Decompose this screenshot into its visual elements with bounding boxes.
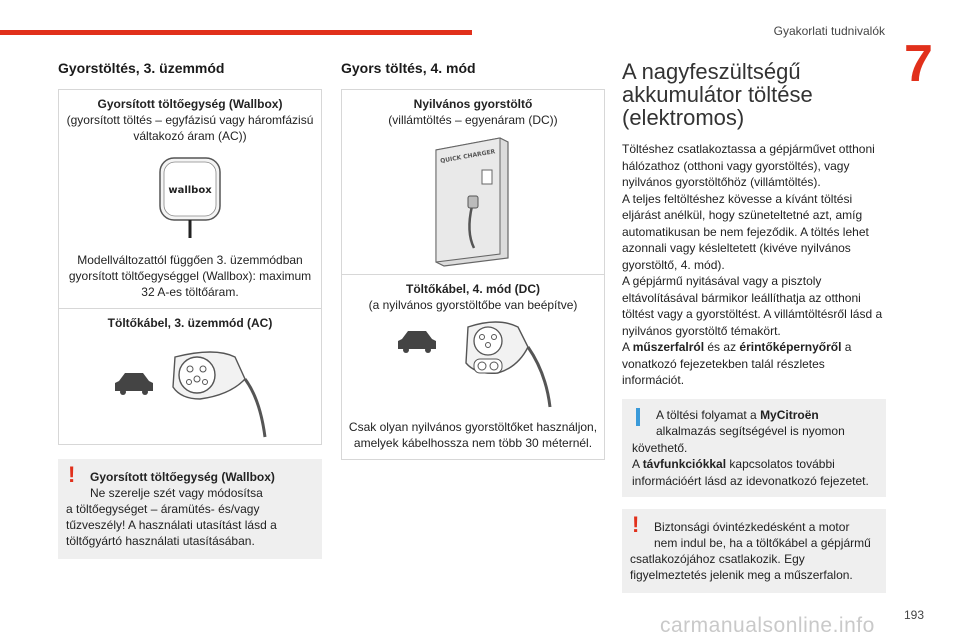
wallbox-subtitle: (gyorsított töltés – egyfázisú vagy háromfázisú váltakozó áram (AC)) <box>66 113 314 143</box>
paragraph-3: A gépjármű nyitásával vagy a pisztoly eltávolításával bármikor leállíthatja az otthoni töltést vagy a gyorstöltést. A villámtöltésről lásd a nyilvános gyorstöltő témakört. <box>622 274 883 338</box>
wallbox-illustration <box>65 154 315 242</box>
cable-mode4-box <box>341 275 605 460</box>
warning-title: Gyorsított töltőegység (Wallbox) <box>90 470 275 484</box>
warning-icon: ! <box>632 512 640 537</box>
header-red-bar <box>0 30 472 35</box>
wallbox-box <box>58 89 322 309</box>
cable-mode4-subtitle: (a nyilvános gyorstöltőbe van beépítve) <box>368 298 578 312</box>
safety-warning-line1: Biztonsági óvintézkedésként a motor <box>654 520 850 534</box>
paragraph-2: A teljes feltöltéshez kövesse a kívánt töltési eljárást anélkül, hogy szüneteltetné azt, amíg automatikusan be nem fejeződik. A töltés lehet azonnali vagy késleltetett (kivéve nyilvános gyorstöltő, 4. mód). <box>622 191 869 272</box>
info-line4-bold: távfunkciókkal <box>642 457 727 471</box>
cable-mode4-title: Töltőkábel, 4. mód (DC) <box>405 282 540 296</box>
type2-plug-icon <box>173 352 265 437</box>
car-icon <box>115 373 153 395</box>
safety-warning-line2: nem indul be, ha a töltőkábel a gépjármű <box>654 536 871 550</box>
paragraph-4-mid: és az <box>704 340 740 354</box>
cable-mode3-title: Töltőkábel, 3. üzemmód (AC) <box>107 316 273 330</box>
info-line4-post: kapcsolatos további információért lásd az idevonatkozó fejezetet. <box>632 457 869 488</box>
info-app-name: MyCitroën <box>760 407 819 422</box>
paragraph-4 <box>622 339 886 389</box>
charging-text <box>622 141 886 389</box>
info-box <box>622 399 886 498</box>
paragraph-4-post: a vonatkozó fejezetekben talál részletes információt. <box>622 340 852 387</box>
public-charger-box <box>341 89 605 275</box>
car-icon <box>398 331 436 353</box>
quick-charger-illustration <box>348 136 598 268</box>
title-line1: A nagyfeszültségű <box>622 59 801 84</box>
chapter-section-title <box>622 60 886 129</box>
wallbox-caption: Modellváltozattól függően 3. üzemmódban gyorsított töltőegységgel (Wallbox): maximum 32 A-es töltőáram. <box>68 253 312 299</box>
title-line2: akkumulátor töltése <box>622 82 813 107</box>
wallbox-logo-text: wallbox <box>168 185 212 196</box>
column-battery-charging <box>622 60 886 593</box>
info-line2: alkalmazás segítségével is nyomon <box>656 424 845 438</box>
watermark: carmanualsonline.info <box>660 614 875 637</box>
warning-rest: a töltőegységet – áramütés- és/vagy tűzveszély! A használati utasítást lásd a töltőgyártó használati utasításában. <box>66 502 277 548</box>
cable-mode4-illustration <box>348 317 598 409</box>
safety-warning-rest: csatlakozójához csatlakozik. Egy figyelmeztetés jelenik meg a műszerfalon. <box>630 552 853 582</box>
page-number: 193 <box>903 608 924 622</box>
paragraph-4-bold1: műszerfalról <box>632 340 705 354</box>
cable-mode3-illustration <box>65 339 315 439</box>
title-line3: (elektromos) <box>622 105 745 130</box>
warning-icon: ! <box>68 462 76 487</box>
cable-mode4-caption: Csak olyan nyilvános gyorstöltőket használjon, amelyek kábelhossza nem több 30 méternél. <box>348 420 598 450</box>
header-title: Gyakorlati tudnivalók <box>773 24 885 38</box>
paragraph-4-bold2: érintőképernyőről <box>739 340 842 354</box>
wallbox-warning <box>58 459 322 559</box>
public-charger-title: Nyilvános gyorstöltő <box>413 97 533 111</box>
public-charger-subtitle: (villámtöltés – egyenáram (DC)) <box>388 113 558 127</box>
wallbox-title: Gyorsított töltőegység (Wallbox) <box>97 97 283 111</box>
info-line4-pre: A <box>632 457 643 471</box>
safety-warning <box>622 509 886 593</box>
paragraph-4-pre: A <box>622 340 633 354</box>
section-heading-mode4: Gyors töltés, 4. mód <box>341 60 476 76</box>
chapter-number: 7 <box>904 35 933 93</box>
info-icon <box>636 408 640 426</box>
info-line3: követhető. <box>632 440 688 455</box>
paragraph-1: Töltéshez csatlakoztassa a gépjárművet otthoni hálózathoz (otthoni vagy gyorstöltés), vagy nyilvános gyorstöltőhöz (villámtöltés). <box>622 142 875 189</box>
cable-mode3-box <box>58 309 322 445</box>
warning-line1: Ne szerelje szét vagy módosítsa <box>90 486 263 500</box>
column-mode3 <box>58 60 322 559</box>
column-mode4 <box>341 60 605 460</box>
section-heading-mode3: Gyorstöltés, 3. üzemmód <box>58 60 225 76</box>
info-pre: A töltési folyamat a <box>656 407 761 422</box>
info-line4 <box>632 456 876 489</box>
ccs-plug-icon <box>466 322 550 407</box>
quick-charger-label: QUICK CHARGER <box>439 148 496 165</box>
